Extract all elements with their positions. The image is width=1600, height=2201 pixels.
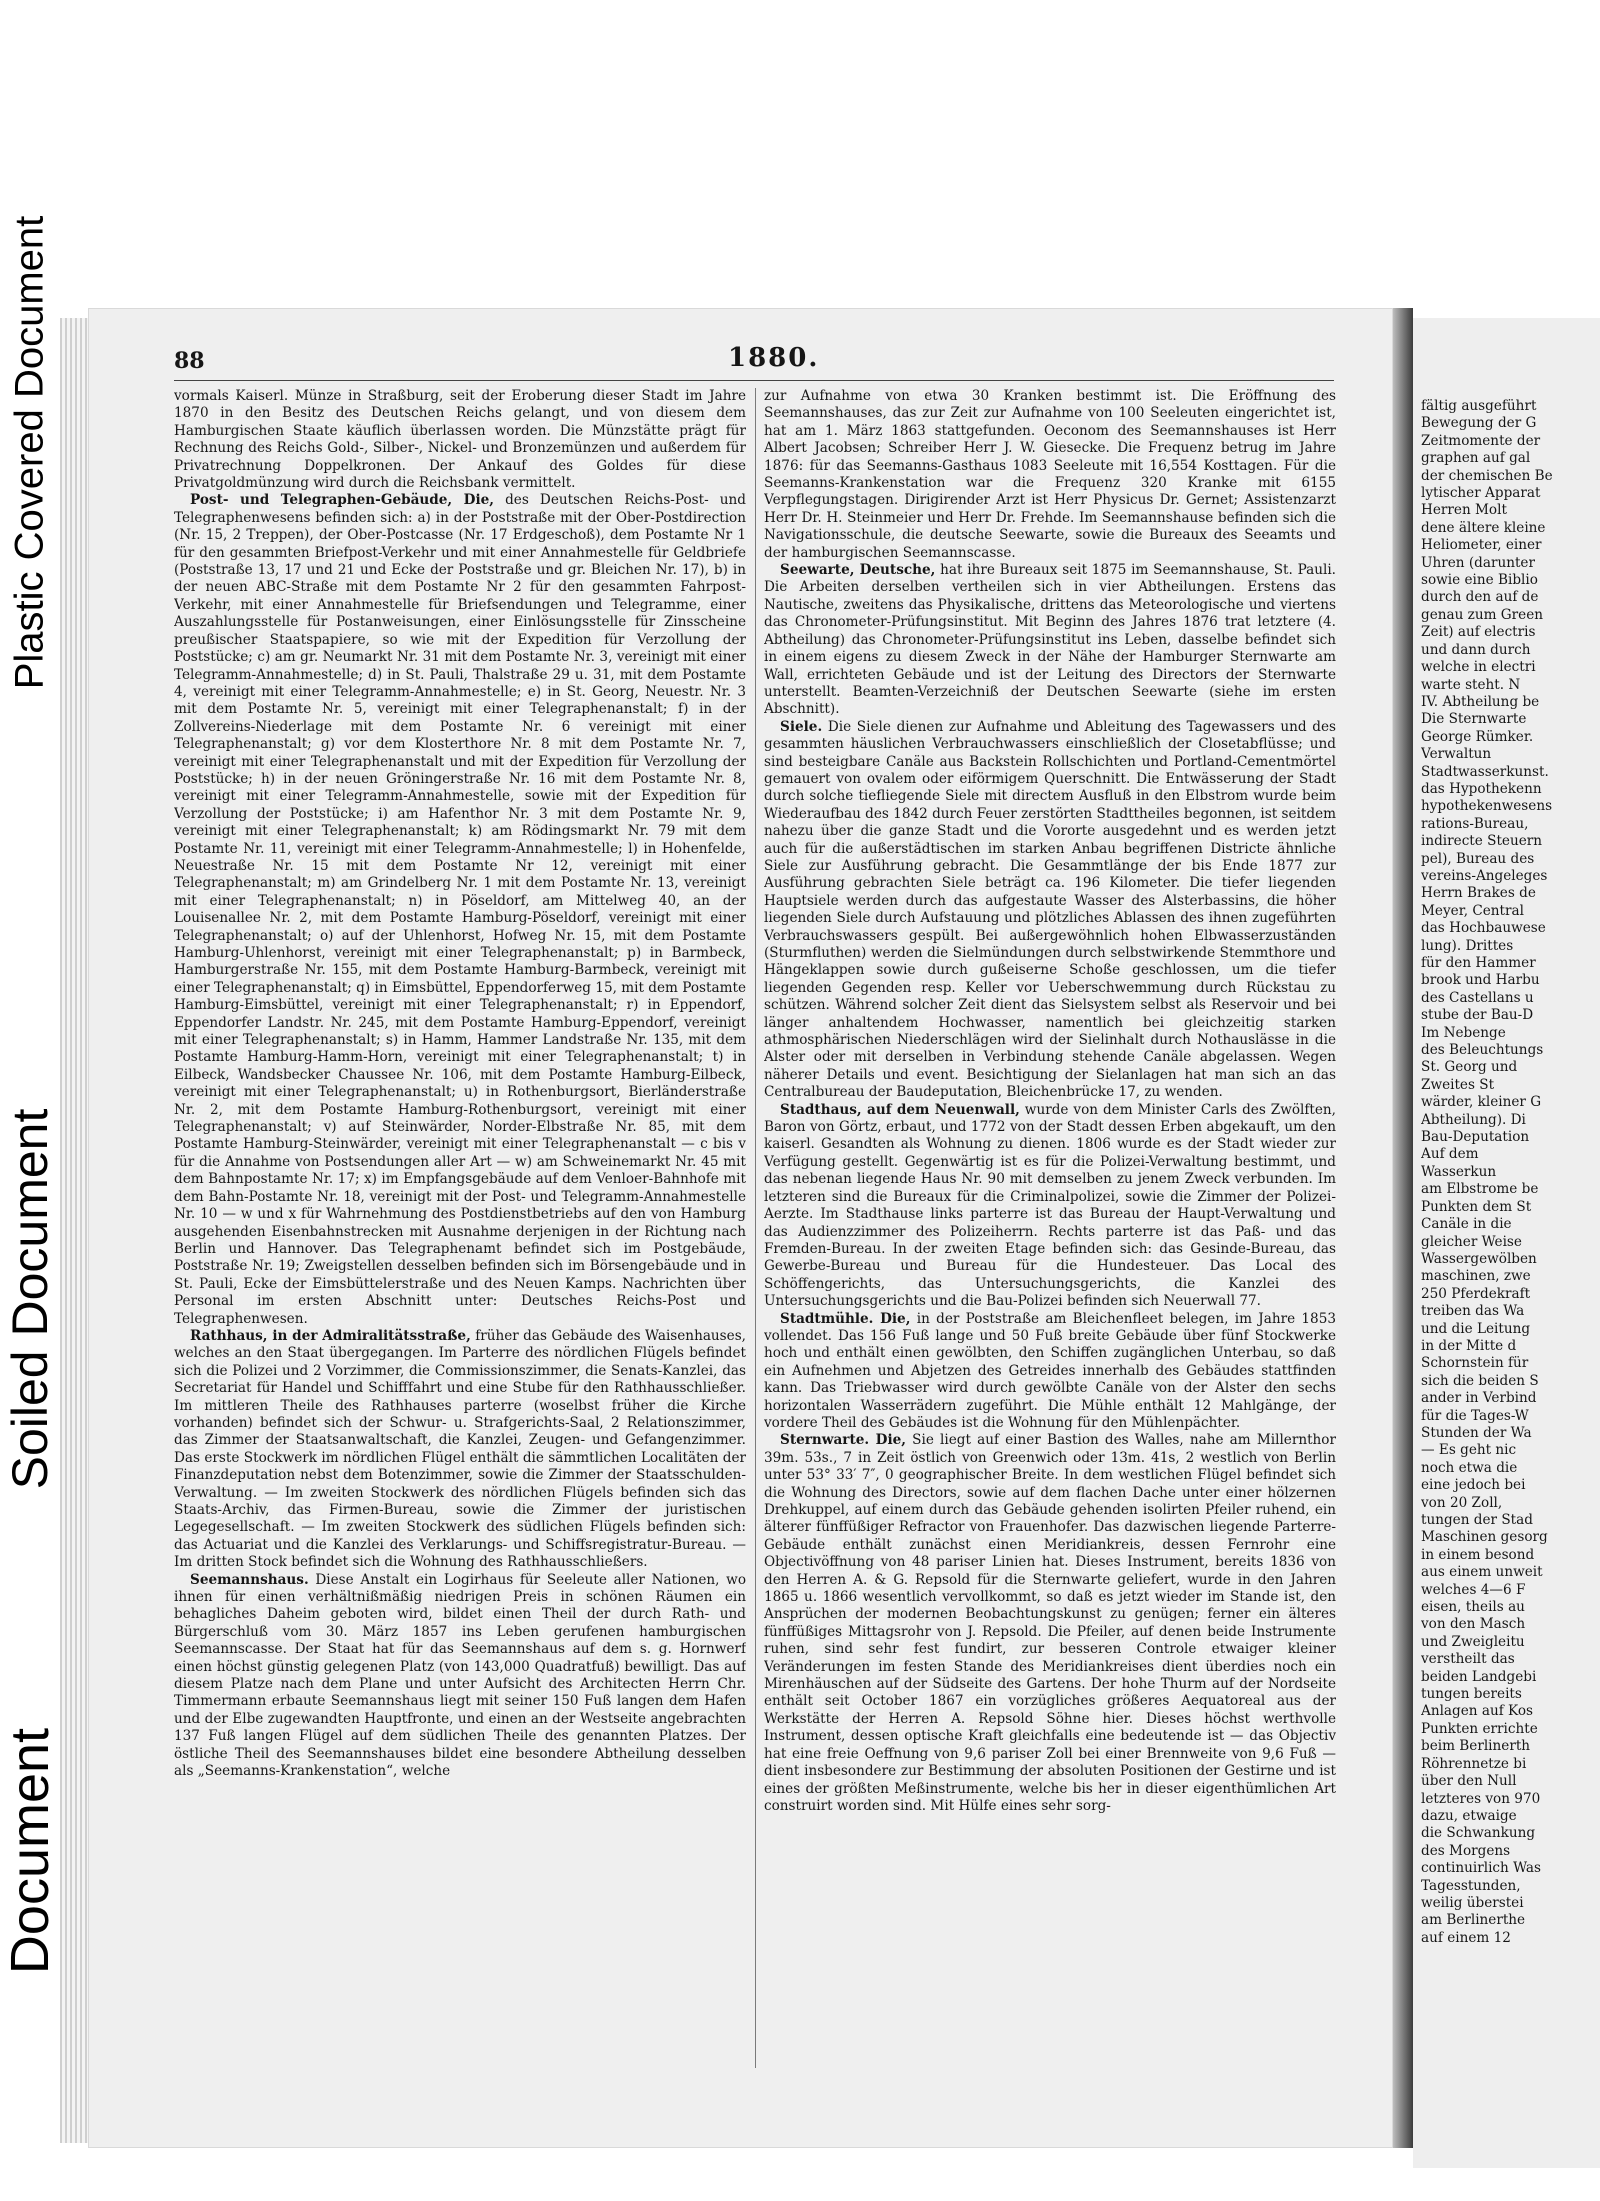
facing-page-line: lytischer Apparat bbox=[1421, 485, 1541, 502]
facing-page-line: über den Null bbox=[1421, 1773, 1517, 1790]
facing-page-line: brook und Harbu bbox=[1421, 972, 1540, 989]
facing-page-line: — Es geht nic bbox=[1421, 1442, 1517, 1459]
facing-page-line: das Hochbauwese bbox=[1421, 920, 1546, 937]
facing-page-line: und die Leitung bbox=[1421, 1320, 1531, 1337]
facing-page-line: Zweites St bbox=[1421, 1076, 1495, 1093]
facing-page-line: tungen bereits bbox=[1421, 1686, 1522, 1703]
facing-page-line: vereins-Angeleges bbox=[1421, 867, 1548, 884]
facing-page-line: Anlagen auf Kos bbox=[1421, 1703, 1534, 1720]
facing-page-line: Schornstein für bbox=[1421, 1355, 1529, 1372]
facing-page-line: eine jedoch bei bbox=[1421, 1477, 1526, 1494]
facing-page-line: verstheilt das bbox=[1421, 1651, 1515, 1668]
facing-page-line: für die Tages-W bbox=[1421, 1407, 1529, 1424]
facing-page-line: gleicher Weise bbox=[1421, 1233, 1522, 1250]
facing-page-line: ander in Verbind bbox=[1421, 1390, 1537, 1407]
page-stack-edge bbox=[60, 318, 88, 2143]
facing-page-line: treiben das Wa bbox=[1421, 1303, 1525, 1320]
article-entry bbox=[174, 1328, 746, 1572]
page-number: 88 bbox=[174, 348, 205, 374]
entry-text: Sie liegt auf einer Bastion des Walles, nahe am Millernthor 39m. 53s., 7 in Zeit östlich von Greenwich oder 13m. 41s, 2 westlich von Berlin unter 53° 33′ 7″, 0 geographischer Breite. In dem westlichen Flügel befindet sich die Wohnung des Directors, sowie auf dem flachen Dache unter einer hölzernen Drehkuppel, auf einem durch das Gebäude gehenden isolirten Pfeiler ruhend, ein älterer fünffüßiger Refractor von Frauenhofer. Das dazwischen liegende Parterre-Gebäude enthält zunächst einen Meridiankreis, dessen Fernrohr eine Objectivöffnung von 48 pariser Linien hat. Dieses Instrument, bereits 1836 von den Herren A. & G. Repsold für die Sternwarte geliefert, wurde in den Jahren 1865 u. 1866 wesentlich vervollkommt, so daß es jetzt wieder im Stande ist, den Ansprüchen der modernen Beobachtungskunst zu genügen; ferner ein älteres fünffüßiges Mittagsrohr von J. Repsold. Die Pfeiler, auf denen beide Instrumente ruhen, sind sehr fest fundirt, zur besseren Controle etwaiger kleiner Veränderungen im festen Stande des Meridiankreises dient überdies noch ein Mirenhäuschen auf der Südseite des Gartens. Der hohe Thurm auf der Nordseite enthält seit October 1867 ein vorzügliches größeres Aequatoreal aus der Werkstätte der Herren A. Repsold Söhne hier. Dieses höchst werthvolle Instrument, dessen optische Kraft gleichfalls eine bedeutende ist — das Objectiv hat eine freie Oeffnung von 9,6 pariser Zoll bei einer Brennweite von 9,6 Fuß — dient insbesondere zur Bestimmung der absoluten Positionen der Gestirne und ist eines der größten Meßinstrumente, welche bis her in dieser eigenthümlichen Art construirt worden sind. Mit Hülfe eines sehr sorg- bbox=[764, 1432, 1336, 1814]
article-entry bbox=[764, 1432, 1336, 1815]
facing-page-line: Stadtwasserkunst. bbox=[1421, 763, 1549, 780]
facing-page-line: noch etwa die bbox=[1421, 1459, 1518, 1476]
facing-page-line: beim Berlinerth bbox=[1421, 1738, 1531, 1755]
facing-page-line: Wasserkun bbox=[1421, 1163, 1497, 1180]
facing-page-line: fältig ausgeführt bbox=[1421, 398, 1537, 414]
entry-heading: Seemannshaus. bbox=[190, 1571, 309, 1588]
facing-page-line: Verwaltun bbox=[1421, 746, 1492, 763]
facing-page-line: das Hypothekenn bbox=[1421, 780, 1542, 797]
article-entry bbox=[174, 1572, 746, 1781]
entry-text: vormals Kaiserl. Münze in Straßburg, seit der Eroberung dieser Stadt im Jahre 1870 in den Besitz des Deutschen Reichs gelangt, und von diesem dem Hamburgischen Staate käuflich überlassen worden. Die Münzstätte prägt für Rechnung des Reichs Gold-, Silber-, Nickel- und Bronzemünzen und außerdem für Privatrechnung Doppelkronen. Der Ankauf des Goldes für diese Privatgoldmünzung wird durch die Reichsbank vermittelt. bbox=[174, 388, 746, 492]
facing-page-line: durch den auf de bbox=[1421, 589, 1539, 606]
facing-page-line: Zeit) auf electris bbox=[1421, 624, 1536, 641]
facing-page-line: am Berlinerthe bbox=[1421, 1912, 1526, 1929]
facing-page-line: Herren Molt bbox=[1421, 502, 1507, 519]
facing-page-line: welche in electri bbox=[1421, 659, 1536, 676]
facing-page-line: eisen, theils au bbox=[1421, 1599, 1525, 1616]
facing-page-line: in einem besond bbox=[1421, 1546, 1535, 1563]
facing-page-line: letzteres von 970 bbox=[1421, 1790, 1541, 1807]
article-entry bbox=[764, 1311, 1336, 1433]
facing-page-line: George Rümker. bbox=[1421, 728, 1534, 745]
facing-page-line: wärder, kleiner G bbox=[1421, 1094, 1542, 1111]
facing-page-line: Herrn Brakes de bbox=[1421, 885, 1536, 902]
facing-page-line: Maschinen gesorg bbox=[1421, 1529, 1548, 1546]
facing-page-line: sowie eine Biblio bbox=[1421, 572, 1538, 589]
facing-page-fragment bbox=[1413, 318, 1600, 2168]
article-entry bbox=[764, 719, 1336, 1102]
facing-page-line: hypothekenwesens bbox=[1421, 798, 1553, 815]
facing-page-line: IV. Abtheilung be bbox=[1421, 693, 1540, 710]
facing-page-line: 250 Pferdekraft bbox=[1421, 1285, 1531, 1302]
facing-page-line: in der Mitte d bbox=[1421, 1337, 1517, 1354]
facing-page-line: Wassergewölben bbox=[1421, 1250, 1537, 1267]
article-entry bbox=[764, 562, 1336, 719]
facing-page-line: continuirlich Was bbox=[1421, 1860, 1541, 1877]
facing-page-line: maschinen, zwe bbox=[1421, 1268, 1531, 1285]
facing-page-line: des Castellans u bbox=[1421, 989, 1534, 1006]
facing-page-line: Die Sternwarte bbox=[1421, 711, 1527, 728]
facing-page-line: Im Nebenge bbox=[1421, 1024, 1506, 1041]
entry-heading: Post- und Telegraphen-Gebäude, Die, bbox=[190, 492, 495, 509]
facing-page-line: Bewegung der G bbox=[1421, 415, 1537, 432]
facing-page-line: beiden Landgebi bbox=[1421, 1668, 1537, 1685]
facing-page-line: sich die beiden S bbox=[1421, 1372, 1539, 1389]
margin-label-soiled: Soiled Document bbox=[2, 1108, 58, 1490]
facing-page-line: des Morgens bbox=[1421, 1842, 1511, 1859]
left-column bbox=[174, 388, 746, 2078]
article-continuation bbox=[174, 388, 746, 492]
entry-text: Diese Anstalt ein Logirhaus für Seeleute aller Nationen, wo ihnen für einen verhältnißmäßig niedrigen Preis in schönen Räumen ein behagliches Daheim geboten wird, bildet einen Theil der durch Rath- und Bürgerschluß vom 30. März 1857 ins Leben gerufenen hamburgischen Seemannscasse. Der Staat hat für das Seemannshaus auf dem s. g. Hornwerf einen höchst günstig gelegenen Platz (von 143,000 Quadratfuß) bewilligt. Das auf diesem Platze nach dem Plane und unter Aufsicht des Architecten Herrn Chr. Timmermann erbaute Seemannshaus liegt mit seiner 150 Fuß langen dem Hafen und der Elbe zugewandten Hauptfronte, und einen an der Westseite angebrachten 137 Fuß langen Flügel auf dem südlichen Theile des genannten Platzes. Der östliche Theil des Seemannshauses bildet eine besondere Abtheilung desselben als „Seemanns-Krankenstation“, welche bbox=[174, 1571, 746, 1780]
facing-page-line: und Zweigleitu bbox=[1421, 1633, 1525, 1650]
facing-page-line: warte steht. N bbox=[1421, 676, 1521, 693]
entry-text: Die Siele dienen zur Aufnahme und Ableitung des Tagewassers und des gesammten häuslichen Verbrauchwassers einschließlich der Closetabflüsse; und sind besteigbare Canäle aus Backstein Rollschichten und Portland-Cementmörtel gemauert von ovalem oder eiförmigem Querschnitt. Die Entwässerung der Stadt durch solche tiefliegende Siele mit directem Ausfluß in den Elbstrom wurde beim Wiederaufbau des 1842 durch Feuer zerstörten Stadttheiles begonnen, ist seitdem nahezu über die ganze Stadt und die Vororte ausgedehnt und es werden jetzt auch für die außerstädtischen im starken Anbau begriffenen Districte ähnliche Siele zur Ausführung gebracht. Die Gesammtlänge der bis Ende 1877 zur Ausführung gebrachten Siele beträgt ca. 196 Kilometer. Die tiefer liegenden Hauptsiele werden durch das aufgestaute Wasser des Alsterbassins, die höher liegenden Siele durch Aufstauung und plötzliches Ablassen des ihnen zugeführten Verbrauchswassers gespült. Bei außergewöhnlich hohen Elbwasserzuständen (Sturmfluthen) werden die Sielmündungen durch selbstwirkende Stemmthore und Hängeklappen sowie durch gußeiserne Schoße geschlossen, um die tiefer liegenden Gegenden resp. Keller vor Ueberschwemmung durch Rückstau zu schützen. Während solcher Zeit dient das Sielsystem selbst als Reservoir und bei länger anhaltendem Hochwasser, namentlich bei gleichzeitig starken athmosphärischen Niederschlägen wird der Sielinhalt durch Nothauslässe in die Alster oder mit derselben in Verbindung stehende Canäle abgelassen. Wegen näherer Details und event. Besichtigung der Sielanlagen hat man sich an das Centralbureau der Baudeputation, Bleichenbrücke 17, zu wenden. bbox=[764, 718, 1336, 1101]
facing-page-line: Auf dem bbox=[1421, 1146, 1479, 1163]
entry-text: hat ihre Bureaux seit 1875 im Seemannshause, St. Pauli. Die Arbeiten derselben vertheilen sich in vier Abtheilungen. Erstens das Nautische, zweitens das Physikalische, drittens das Meteorologische und viertens das Chronometer-Prüfungsinstitut. Mit Beginn des Jahres 1876 trat letztere (4. Abtheilung) das Chronometer-Prüfungsinstitut ins Leben, dasselbe befindet sich in einem eigens zu diesem Zweck in der Nähe der Hamburger Sternwarte am Wall, errichteten Gebäude und ist der Leitung des Directors der Sternwarte unterstellt. Beamten-Verzeichniß der Deutschen Seewarte (siehe im ersten Abschnitt). bbox=[764, 562, 1336, 718]
facing-page-line: St. Georg und bbox=[1421, 1059, 1518, 1076]
entry-heading: Seewarte, Deutsche, bbox=[780, 562, 936, 579]
facing-page-line: und dann durch bbox=[1421, 641, 1531, 658]
facing-page-line: dene ältere kleine bbox=[1421, 519, 1546, 536]
facing-page-line: Punkten dem St bbox=[1421, 1198, 1532, 1215]
facing-page-line: dazu, etwaige bbox=[1421, 1807, 1517, 1824]
facing-page-line: Abtheilung). Di bbox=[1421, 1111, 1526, 1128]
facing-page-line: graphen auf gal bbox=[1421, 450, 1531, 467]
entry-text: in der Poststraße am Bleichenfleet belegen, im Jahre 1853 vollendet. Das 156 Fuß lange und 50 Fuß breite Gebäude über fünf Stockwerke hoch und enthält einen gewölbten, den Schiffen zugänglichen Unterbau, so daß ein Aufnehmen und Abjetzen des Getreides innerhalb des Gebäudes stattfinden kann. Das Triebwasser wird durch gewölbte Canäle von der Alster den sechs horizontalen Wasserrädern zugeführt. Die Mühle enthält 12 Mahlgänge, der vordere Theil des Gebäudes ist die Wohnung für den Mühlenpächter. bbox=[764, 1310, 1336, 1431]
facing-page-line: aus einem unweit bbox=[1421, 1564, 1543, 1581]
entry-text: wurde von dem Minister Carls des Zwölften, Baron von Görtz, erbaut, und 1772 von der Stadt dessen Erben abgekauft, um den kaiserl. Gesandten als Wohnung zu dienen. 1806 wurde es der Stadt wieder zur Verfügung gestellt. Gegenwärtig ist es für die Polizei-Verwaltung bestimmt, und das nebenan liegende Haus Nr. 90 mit demselben zu jenem Zweck verbunden. Im letzteren sind die Bureaux für die Criminalpolizei, sowie die Zimmer der Polizei-Aerzte. Im Stadthause links parterre ist das Bureau der Haupt-Verwaltung und das Audienzzimmer des Polizeiherrn. Rechts parterre ist das Paß- und das Fremden-Bureau. In der zweiten Etage befinden sich: das Gesinde-Bureau, das Gewerbe-Bureau und Bureau für die Hundesteuer. Das Local des Schöffengerichts, das Untersuchungsgerichts, die Kanzlei des Untersuchungsgerichts und die Bau-Polizei befinden sich Neuerwall 77. bbox=[764, 1101, 1336, 1310]
entry-heading: Stadthaus, auf dem Neuenwall, bbox=[780, 1101, 1020, 1118]
facing-page-line: der chemischen Be bbox=[1421, 467, 1553, 484]
film-margin bbox=[0, 0, 60, 2177]
entry-text: zur Aufnahme von etwa 30 Kranken bestimmt ist. Die Eröffnung des Seemannshauses, das zur Zeit zur Aufnahme von 100 Seeleuten eingerichtet ist, hat am 1. März 1863 stattgefunden. Oeconom des Seemannshauses ist Herr Albert Jacobsen; Schreiber Herr J. W. Giesecke. Die Frequenz betrug im Jahre 1876: für das Seemanns-Gasthaus 1083 Seeleute mit 16,554 Kosttagen. Für die Seemanns-Krankenstation war die Frequenz 320 Kranke mit 6155 Verpflegungstagen. Dirigirender Arzt ist Herr Physicus Dr. Gernet; Assistenzarzt Herr Dr. H. Steinmeier und Herr Dr. Frehde. Im Seemannshause befinden sich die Navigationsschule, die deutsche Seewarte, sowie die Bureaux des Seeamts und der hamburgischen Seemannscasse. bbox=[764, 388, 1336, 561]
entry-text: des Deutschen Reichs-Post- und Telegraphenwesens befinden sich: a) in der Poststraße mit der Ober-Postdirection (Nr. 15, 2 Treppen), der Ober-Postcasse (Nr. 17 Erdgeschoß), dem Postamte Nr 1 für den gesammten Briefpost-Verkehr und mit einer Annahmestelle für Geldbriefe (Poststraße 13, 17 und 21 und Ecke der Poststraße und gr. Bleichen Nr. 17), b) in der neuen ABC-Straße mit dem Postamte Nr 2 für den gesammten Fahrpost-Verkehr, mit einer Annahmestelle für Briefsendungen und Telegramme, einer Auszahlungsstelle für Postanweisungen, einer Einlösungsstelle für Zinsscheine preußischer Staatspapiere, so wie mit der Expedition für Verzollung der Poststücke; c) am gr. Neumarkt Nr. 31 mit dem Postamte Nr. 3, vereinigt mit einer Telegramm-Annahmestelle; d) in St. Pauli, Thalstraße 29 u. 31, mit dem Postamte 4, vereinigt mit einer Telegramm-Annahmestelle; e) in St. Georg, Neuestr. Nr. 3 mit dem Postamte Nr. 5, vereinigt mit einer Telegraphenanstalt; f) in der Zollvereins-Niederlage mit dem Postamte Nr. 6 vereinigt mit einer Telegraphenanstalt; g) vor dem Klosterthore Nr. 8 mit dem Postamte Nr. 7, vereinigt mit einer Telegraphenanstalt und mit der Expedition für Verzollung der Poststücke; h) in der neuen Gröningerstraße Nr. 16 mit dem Postamte Nr. 8, vereinigt mit einer Telegramm-Annahmestelle, sowie mit der Expedition für Verzollung der Poststücke; i) am Hafenthor Nr. 3 mit dem Postamte Nr. 9, vereinigt mit einer Telegraphenanstalt; k) am Rödingsmarkt Nr. 79 mit dem Postamte Nr. 11, vereinigt mit einer Telegramm-Annahmestelle; l) in Hohenfelde, Neuestraße Nr. 15 mit dem Postamte Nr 12, vereinigt mit einer Telegraphenanstalt; m) am Grindelberg Nr. 1 mit dem Postamte Nr. 13, vereinigt mit einer Telegraphenanstalt; n) in Pöseldorf, am Mittelweg 40, an der Louisenallee Nr. 2, mit dem Postamte Hamburg-Pöseldorf, vereinigt mit einer Telegraphenanstalt; o) auf der Uhlenhorst, Hofweg Nr. 15, mit dem Postamte Hamburg-Uhlenhorst, vereinigt mit einer Telegraphenanstalt; p) in Barmbeck, Hamburgerstraße Nr. 155, mit dem Postamte Hamburg-Barmbeck, vereinigt mit einer Telegraphenanstalt; q) in Eimsbüttel, Eppendorferweg 15, mit dem Postamte Hamburg-Eimsbüttel, vereinigt mit einer Telegraphenanstalt; r) in Eppendorf, Eppendorfer Landstr. Nr. 245, mit dem Postamte Hamburg-Eppendorf, vereinigt mit einer Telegraphenanstalt; s) in Hamm, Hammer Landstraße Nr. 135, mit dem Postamte Hamburg-Hamm-Horn, vereinigt mit einer Telegraphenanstalt; t) in Eilbeck, Wandsbecker Chaussee Nr. 106, mit dem Postamte Hamburg-Eilbeck, vereinigt mit einer Telegraphenanstalt; u) in Rothenburgsort, Bierländerstraße Nr. 2, mit dem Postamte Hamburg-Rothenburgsort, vereinigt mit einer Telegraphenanstalt; v) auf Steinwärder, Norder-Elbstraße Nr. 85, mit dem Postamte Hamburg-Steinwärder, vereinigt mit einer Telegraphenanstalt — c bis v für die Annahme von Postsendungen aller Art — w) am Schweinemarkt Nr. 45 mit dem Bahnpostamte Nr. 17; x) im Empfangsgebäude auf dem Venloer-Bahnhofe mit dem Bahn-Postamte Nr. 18, vereinigt mit der Post- und Telegramm-Annahmestelle Nr. 10 — w und x für Wahrnehmung des Postdienstbetriebs auf den von Hamburg ausgehenden Eisenbahnstrecken mit Ausnahme derjenigen in der Richtung nach Berlin und Hannover. Das Telegraphenamt befindet sich im Postgebäude, Poststraße Nr. 19; Zweigstellen desselben befinden sich im Börsengebäude und in St. Pauli, Ecke der Eimsbüttelerstraße und des Neuen Kamps. Nachrichten über Personal im ersten Abschnitt unter: Deutsches Reichs-Post und Telegraphenwesen. bbox=[174, 492, 746, 1327]
facing-page-line: welches 4—6 F bbox=[1421, 1581, 1526, 1598]
facing-page-text bbox=[1421, 398, 1600, 1947]
facing-page-line: von den Masch bbox=[1421, 1616, 1526, 1633]
article-entry bbox=[764, 1102, 1336, 1311]
facing-page-line: lung). Drittes bbox=[1421, 937, 1514, 954]
entry-heading: Sternwarte. Die, bbox=[780, 1432, 907, 1449]
entry-heading: Rathhaus, in der Admiralitätsstraße, bbox=[190, 1327, 471, 1344]
facing-page-line: Röhrennetze bi bbox=[1421, 1755, 1527, 1772]
entry-heading: Siele. bbox=[780, 718, 823, 735]
page-year: 1880. bbox=[728, 343, 820, 373]
facing-page-line: rations-Bureau, bbox=[1421, 815, 1529, 832]
facing-page-line: Heliometer, einer bbox=[1421, 537, 1542, 554]
facing-page-line: am Elbstrome be bbox=[1421, 1181, 1539, 1198]
facing-page-line: pel), Bureau des bbox=[1421, 850, 1535, 867]
article-continuation bbox=[764, 388, 1336, 562]
header-rule bbox=[174, 380, 1334, 381]
margin-label-plastic: Plastic Covered Document bbox=[7, 215, 52, 690]
facing-page-line: auf einem 12 bbox=[1421, 1929, 1511, 1946]
facing-page-line: Punkten errichte bbox=[1421, 1720, 1538, 1737]
scanned-page bbox=[88, 308, 1393, 2148]
entry-text: früher das Gebäude des Waisenhauses, welches an den Staat übergegangen. Im Parterre des nördlichen Flügels befindet sich die Polizei und 2 Vorzimmer, die Commissionszimmer, die Senats-Kanzlei, das Secretariat für Handel und Schifffahrt und eine Stube für den Rathhausschließer. Im mittleren Theile des Rathhauses parterre (woselbst früher die Kirche vorhanden) befindet sich der Schwur- u. Strafgerichts-Saal, 2 Relationszimmer, das Zimmer der Staatsanwaltschaft, die Kanzlei, Zeugen- und Gefangenzimmer. Das erste Stockwerk im nördlichen Flügel enthält die sämmtlichen Localitäten der Finanzdeputation nebst dem Botenzimmer, sowie die Zimmer der Staatsschulden-Verwaltung. — Im zweiten Stockwerk des nördlichen Flügels befinden sich das Staats-Archiv, das Firmen-Bureau, sowie die Zimmer der juristischen Legegesellschaft. — Im zweiten Stockwerk des südlichen Flügels befinden sich: das Actuariat und die Kanzlei des Verklarungs- und Schiffsregistratur-Bureau. — Im dritten Stock befindet sich die Wohnung des Rathhausschließers. bbox=[174, 1327, 746, 1571]
facing-page-line: des Beleuchtungs bbox=[1421, 1042, 1544, 1059]
middle-column bbox=[764, 388, 1336, 2078]
facing-page-line: für den Hammer bbox=[1421, 955, 1536, 971]
margin-label-document: Document bbox=[0, 1727, 60, 1975]
facing-page-line: von 20 Zoll, bbox=[1421, 1494, 1503, 1511]
book-gutter bbox=[1393, 308, 1413, 2148]
facing-page-line: Tagesstunden, bbox=[1421, 1877, 1521, 1894]
facing-page-line: tungen der Stad bbox=[1421, 1512, 1533, 1528]
facing-page-line: Stunden der Wa bbox=[1421, 1424, 1532, 1441]
facing-page-line: Uhren (darunter bbox=[1421, 554, 1535, 571]
facing-page-line: Zeitmomente der bbox=[1421, 432, 1541, 449]
facing-page-line: die Schwankung bbox=[1421, 1825, 1536, 1842]
facing-page-line: stube der Bau-D bbox=[1421, 1007, 1534, 1024]
facing-page-line: Meyer, Central bbox=[1421, 902, 1524, 919]
facing-page-line: indirecte Steuern bbox=[1421, 833, 1543, 850]
entry-heading: Stadtmühle. Die, bbox=[780, 1310, 911, 1327]
facing-page-line: Bau-Deputation bbox=[1421, 1129, 1530, 1146]
facing-page-line: Canäle in die bbox=[1421, 1216, 1512, 1233]
column-divider bbox=[755, 388, 756, 2068]
article-entry bbox=[174, 492, 746, 1328]
facing-page-line: weilig überstei bbox=[1421, 1894, 1524, 1911]
facing-page-line: genau zum Green bbox=[1421, 606, 1544, 623]
